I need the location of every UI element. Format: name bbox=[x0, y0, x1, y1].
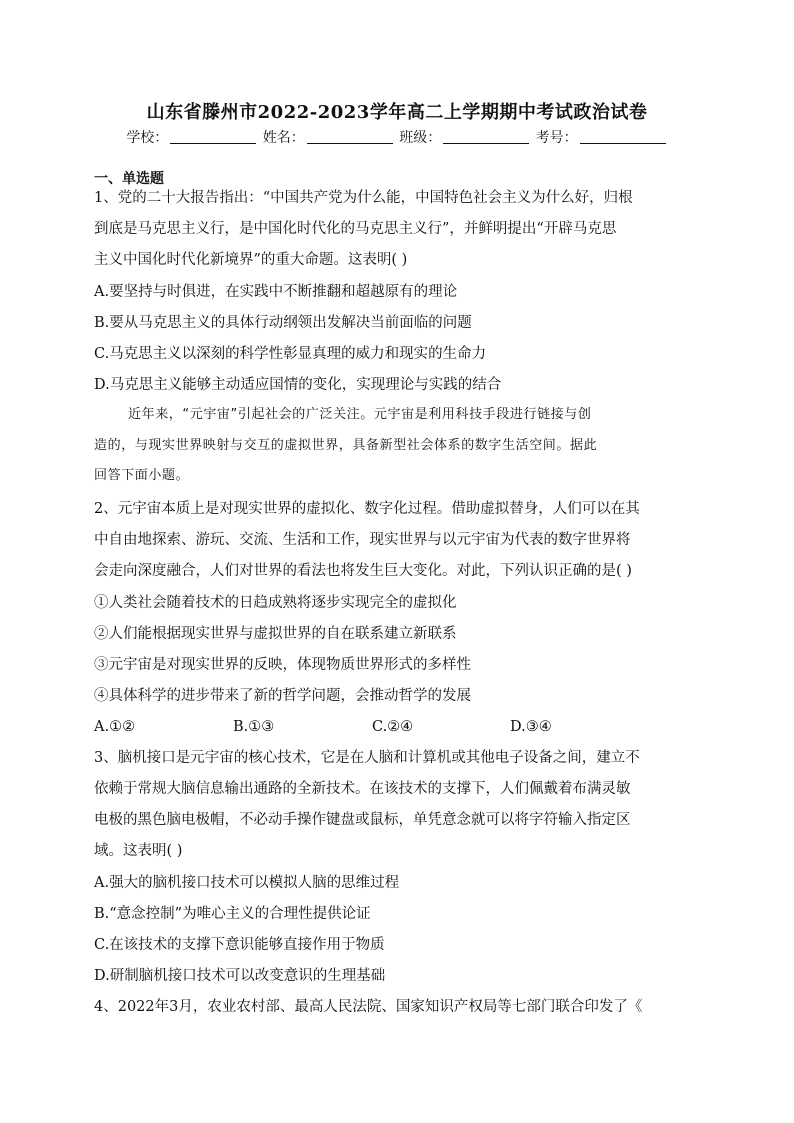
q2-option-c: C.②④ bbox=[372, 719, 414, 735]
q3-stem-line: 依赖于常规大脑信息输出通路的全新技术。在该技术的支撑下，人们佩戴着布满灵敏 bbox=[94, 781, 631, 797]
q2-statement: ②人们能根据现实世界与虚拟世界的自在联系建立新联系 bbox=[94, 626, 457, 642]
q1-stem-line: 到底是马克思主义行，是中国化时代化的马克思主义行”，并鲜明提出“开辟马克思 bbox=[94, 221, 617, 237]
exam-title: 山东省滕州市2022-2023学年高二上学期期中考试政治试卷 bbox=[146, 102, 648, 123]
q1-option-d: D.马克思主义能够主动适应国情的变化，实现理论与实践的结合 bbox=[94, 377, 502, 393]
passage-line: 造的，与现实世界映射与交互的虚拟世界，具备新型社会体系的数字生活空间。据此 bbox=[94, 438, 598, 453]
name-blank[interactable] bbox=[307, 129, 393, 144]
q1-option-b: B.要从马克思主义的具体行动纲领出发解决当前面临的问题 bbox=[94, 315, 472, 331]
q1-stem-line: 主义中国化时代化新境界”的重大命题。这表明( ) bbox=[94, 252, 408, 268]
q4-stem-line: 4、2022年3月，农业农村部、最高人民法院、国家知识产权局等七部门联合印发了《 bbox=[94, 999, 643, 1015]
q2-statement: ③元宇宙是对现实世界的反映，体现物质世界形式的多样性 bbox=[94, 657, 471, 673]
passage-line: 近年来，“元宇宙”引起社会的广泛关注。元宇宙是利用科技手段进行链接与创 bbox=[128, 407, 592, 422]
section-heading: 一、单选题 bbox=[94, 171, 164, 187]
class-label: 班级： bbox=[399, 130, 442, 146]
school-blank[interactable] bbox=[170, 129, 256, 144]
q2-statement: ④具体科学的进步带来了新的哲学问题，会推动哲学的发展 bbox=[94, 688, 471, 704]
q2-option-d: D.③④ bbox=[510, 719, 552, 735]
number-label: 考号： bbox=[535, 130, 578, 146]
q2-stem-line: 中自由地探索、游玩、交流、生活和工作，现实世界与以元宇宙为代表的数字世界将 bbox=[94, 532, 631, 548]
q3-stem-line: 3、脑机接口是元宇宙的核心技术，它是在人脑和计算机或其他电子设备之间，建立不 bbox=[94, 750, 640, 766]
q1-stem-line: 1、党的二十大报告指出：“中国共产党为什么能，中国特色社会主义为什么好，归根 bbox=[94, 190, 633, 206]
q2-stem-line: 2、元宇宙本质上是对现实世界的虚拟化、数字化过程。借助虚拟替身，人们可以在其 bbox=[94, 501, 640, 517]
q3-stem-line: 域。这表明( ) bbox=[94, 843, 183, 859]
q3-stem-line: 电极的黑色脑电极帽，不必动手操作键盘或鼠标，单凭意念就可以将字符输入指定区 bbox=[94, 812, 631, 828]
q2-option-a: A.①② bbox=[94, 719, 136, 735]
q2-statement: ①人类社会随着技术的日趋成熟将逐步实现完全的虚拟化 bbox=[94, 595, 457, 611]
number-blank[interactable] bbox=[580, 129, 666, 144]
passage-line: 回答下面小题。 bbox=[94, 468, 190, 483]
q3-option-c: C.在该技术的支撑下意识能够直接作用于物质 bbox=[94, 937, 385, 953]
q3-option-a: A.强大的脑机接口技术可以模拟人脑的思维过程 bbox=[94, 875, 400, 891]
student-info-row bbox=[0, 127, 794, 147]
q3-option-b: B.“意念控制”为唯心主义的合理性提供论证 bbox=[94, 906, 371, 922]
name-label: 姓名： bbox=[262, 130, 305, 146]
school-label: 学校： bbox=[126, 130, 169, 146]
class-blank[interactable] bbox=[443, 129, 529, 144]
q1-option-a: A.要坚持与时俱进，在实践中不断推翻和超越原有的理论 bbox=[94, 284, 458, 300]
q2-option-b: B.①③ bbox=[233, 719, 275, 735]
q3-option-d: D.研制脑机接口技术可以改变意识的生理基础 bbox=[94, 968, 386, 984]
q1-option-c: C.马克思主义以深刻的科学性彰显真理的威力和现实的生命力 bbox=[94, 346, 487, 362]
q2-stem-line: 会走向深度融合，人们对世界的看法也将发生巨大变化。对此，下列认识正确的是( ) bbox=[94, 563, 632, 579]
